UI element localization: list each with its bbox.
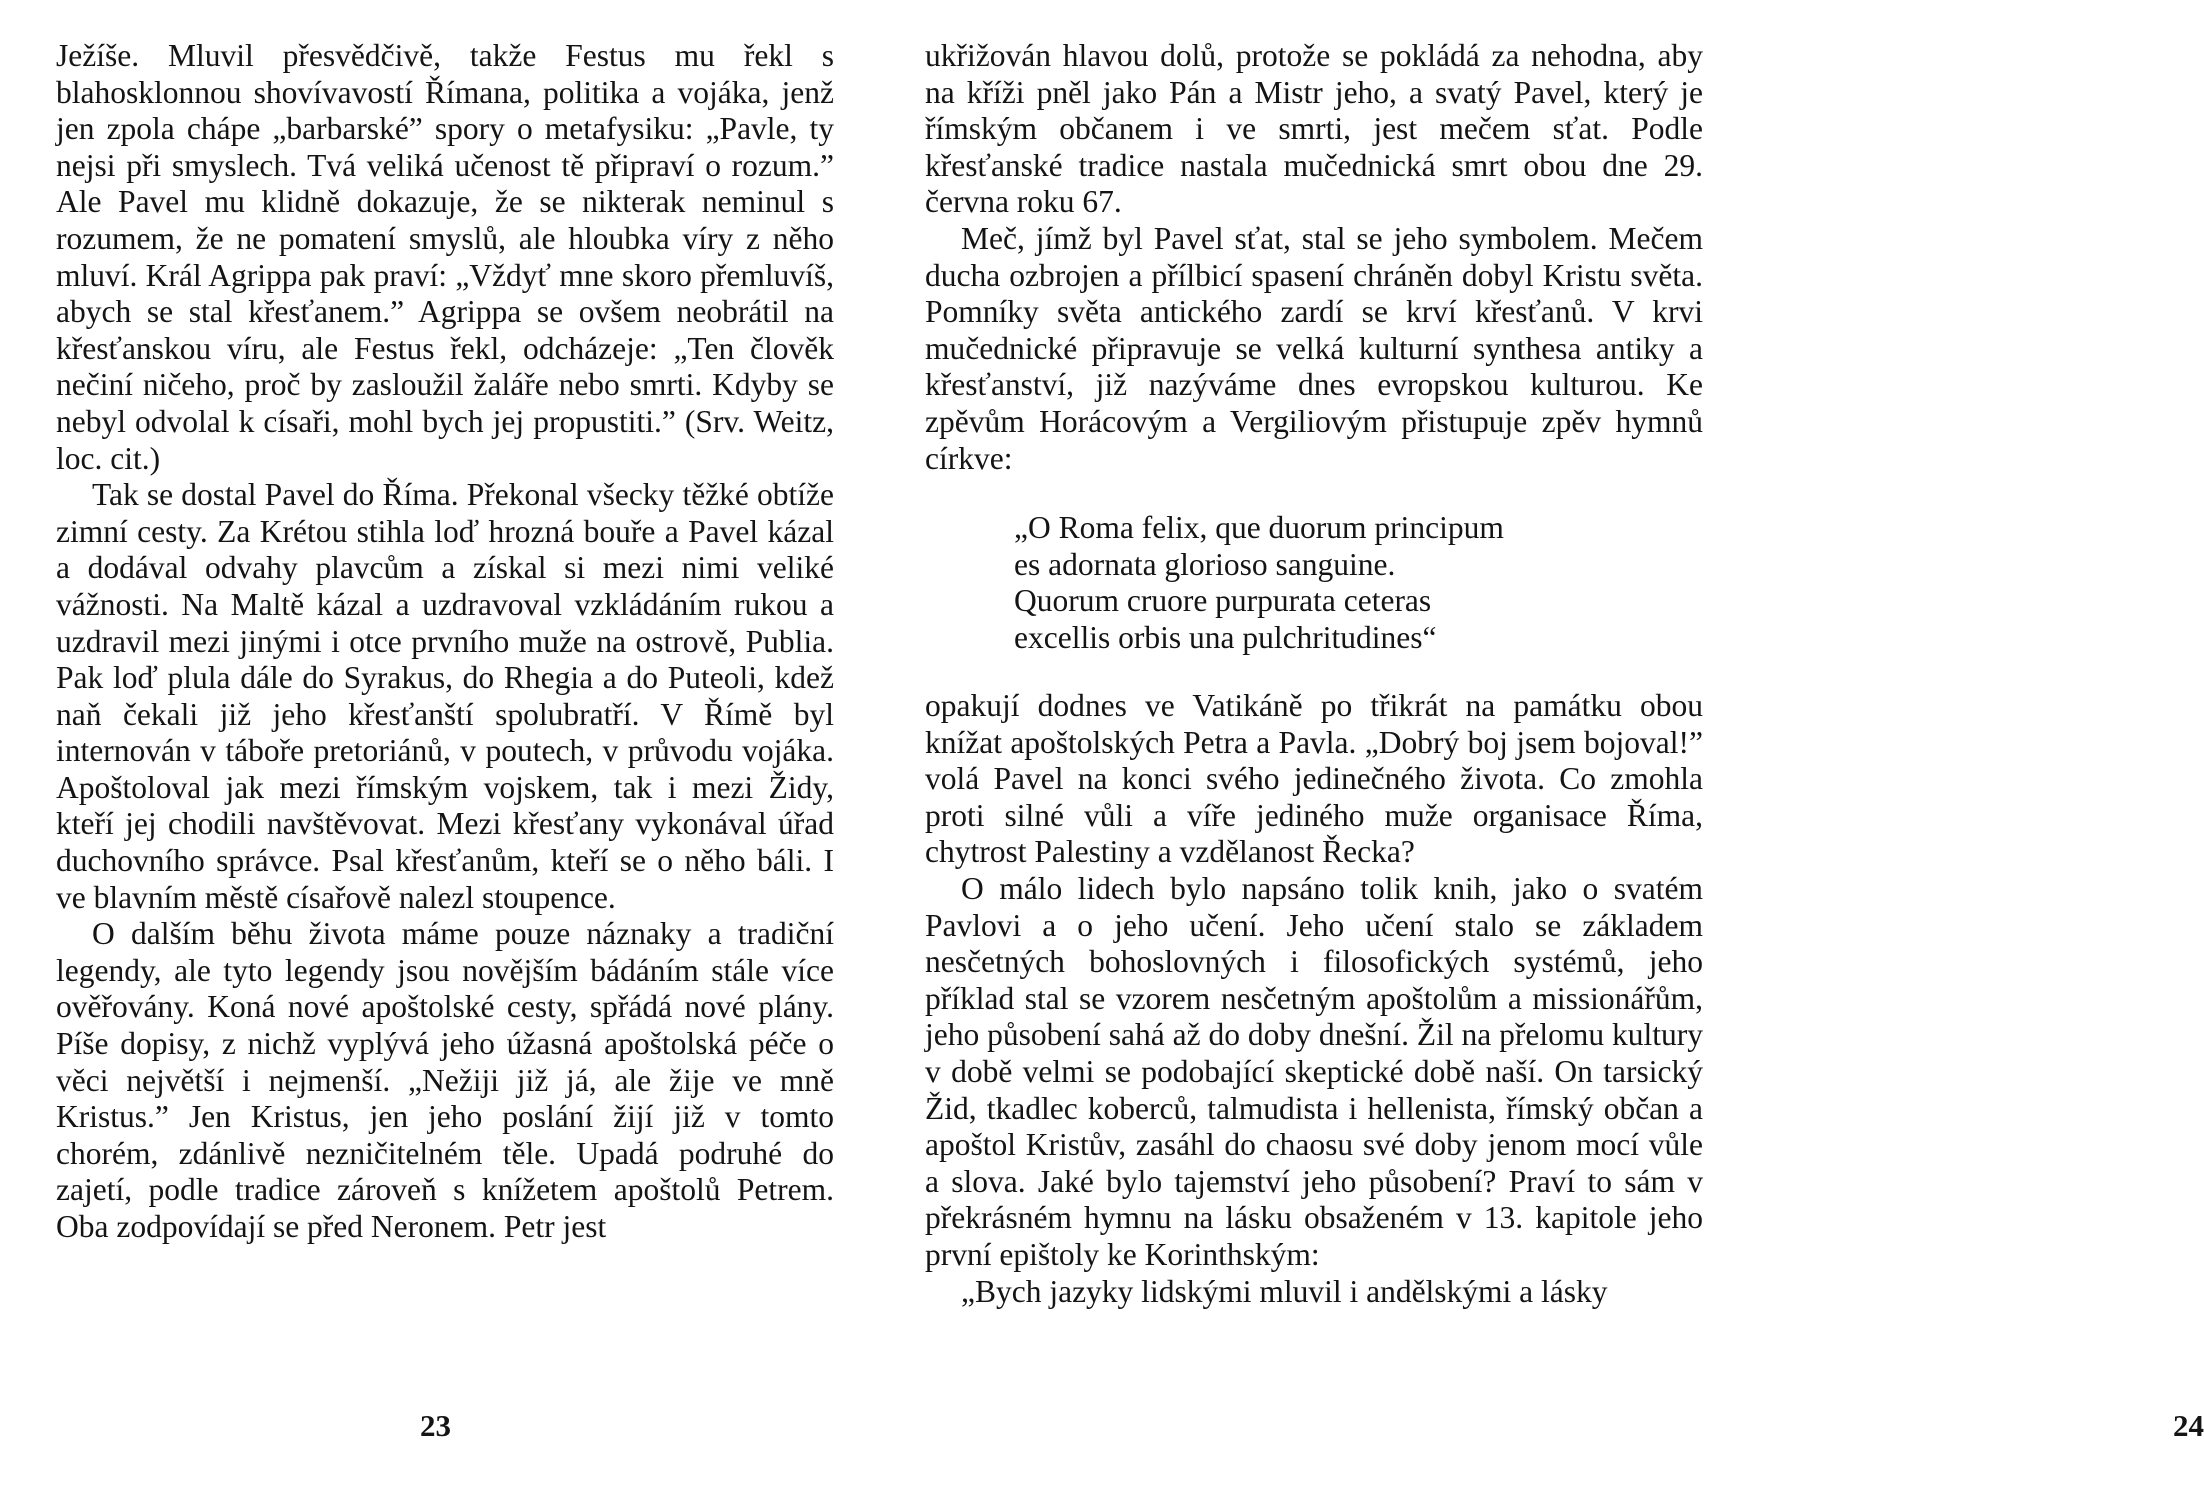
- paragraph: Tak se dostal Pavel do Říma. Překonal všecky těžké obtíže zimní cesty. Za Krétou stihla loď hrozná bouře a Pavel kázal a dodával odvahy plavcům a získal si mezi nimi veliké vážnosti. Na Maltě kázal a uzdravoval vzkládáním rukou a uzdravil mezi jinými i otce prvního muže na ostrově, Publia. Pak loď plula dále do Syrakus, do Rhegia a do Puteoli, kdež naň čekali již jeho křesťanští spolubratří. V Římě byl internován v táboře pretoriánů, v poutech, v průvodu vojáka. Apoštoloval jak mezi římským vojskem, tak i mezi Židy, kteří jej chodili navštěvovat. Mezi křesťany vykonával úřad duchovního správce. Psal křesťanům, kteří se o něho báli. I ve blavním městě císařově nalezl stoupence.: [56, 477, 834, 915]
- quote-line: es adornata glorioso sanguine.: [1014, 546, 1396, 582]
- paragraph: O málo lidech bylo napsáno tolik knih, jako o svatém Pavlovi a o jeho učení. Jeho učení stalo se základem nesčetných bohoslovných i filosofických systémů, jeho příklad stal se vzorem nesčetným apoštolům a missionářům, jeho působení sahá až do doby dnešní. Žil na přelomu kultury v době velmi se podobající skeptické době naší. On tarsický Žid, tkadlec koberců, talmudista i hellenista, římský občan a apoštol Kristův, zasáhl do chaosu své doby jenom mocí vůle a slova. Jaké bylo tajemství jeho působení? Praví to sám v překrásném hymnu na lásku obsaženém v 13. kapitole jeho první epištoly ke Korinthským:: [925, 870, 1703, 1272]
- latin-hymn-quote: [1014, 510, 1634, 656]
- left-page-body: [56, 38, 834, 1246]
- right-page-body-top: [925, 38, 1703, 477]
- page-number: 24: [2173, 1408, 2204, 1443]
- quote-line: Quorum cruore purpurata ceteras: [1014, 583, 1432, 619]
- paragraph: Ježíše. Mluvil přesvědčivě, takže Festus mu řekl s blahosklonnou shovívavostí Římana, politika a vojáka, jenž jen zpola chápe „barbarské” spory o metafysiku: „Pavle, ty nejsi při smyslech. Tvá veliká učenost tě připraví o rozum.” Ale Pavel mu klidně dokazuje, že se nikterak neminul s rozumem, že ne pomatení smyslů, ale hloubka víry z něho mluví. Král Agrippa pak praví: „Vždyť mne skoro přemluvíš, abych se stal křesťanem.” Agrippa se ovšem neobrátil na křesťanskou víru, ale Festus řekl, odcházeje: „Ten člověk nečiní ničeho, proč by zasloužil žaláře nebo smrti. Kdyby se nebyl odvolal k císaři, mohl bych jej propustiti.” (Srv. Weitz, loc. cit.): [56, 38, 834, 476]
- paragraph: „Bych jazyky lidskými mluvil i andělskými a lásky: [961, 1273, 1608, 1309]
- quote-line: excellis orbis una pulchritudines“: [1014, 619, 1437, 655]
- quote-line: „O Roma felix, que duorum principum: [1014, 510, 1504, 545]
- page-number: 23: [420, 1408, 451, 1443]
- right-page: [873, 0, 2204, 1500]
- left-page: [0, 0, 873, 1500]
- paragraph: ukřižován hlavou dolů, protože se pokládá za nehodna, aby na kříži pněl jako Pán a Mistr jeho, a svatý Pavel, který je římským občanem i ve smrti, jest mečem sťat. Podle křesťanské tradice nastala mučednická smrt obou dne 29. června roku 67.: [925, 38, 1703, 220]
- paragraph: Meč, jímž byl Pavel sťat, stal se jeho symbolem. Mečem ducha ozbrojen a přílbicí spasení chráněn dobyl Kristu světa. Pomníky světa antického zardí se krví křesťanů. V krvi mučednické připravuje se velká kulturní synthesa antiky a křesťanství, již nazýváme dnes evropskou kulturou. Ke zpěvům Horácovým a Vergiliovým přistupuje zpěv hymnů církve:: [925, 220, 1703, 476]
- paragraph: O dalším běhu života máme pouze náznaky a tradiční legendy, ale tyto legendy jsou novějším bádáním stále více ověřovány. Koná nové apoštolské cesty, spřádá nové plány. Píše dopisy, z nichž vyplývá jeho úžasná apoštolská péče o věci největší i nejmenší. „Nežiji již já, ale žije ve mně Kristus.” Jen Kristus, jen jeho poslání žijí již v tomto chorém, zdánlivě nezničitelném těle. Upadá podruhé do zajetí, podle tradice zároveň s knížetem apoštolů Petrem. Oba zodpovídají se před Neronem. Petr jest: [56, 916, 834, 1244]
- right-page-body-bottom: [925, 688, 1703, 1310]
- paragraph: opakují dodnes ve Vatikáně po třikrát na památku obou knížat apoštolských Petra a Pavla. „Dobrý boj jsem bojoval!” volá Pavel na konci svého jedinečného života. Co zmohla proti silné vůli a víře jediného muže organisace Říma, chytrost Palestiny a vzdělanost Řecka?: [925, 688, 1703, 870]
